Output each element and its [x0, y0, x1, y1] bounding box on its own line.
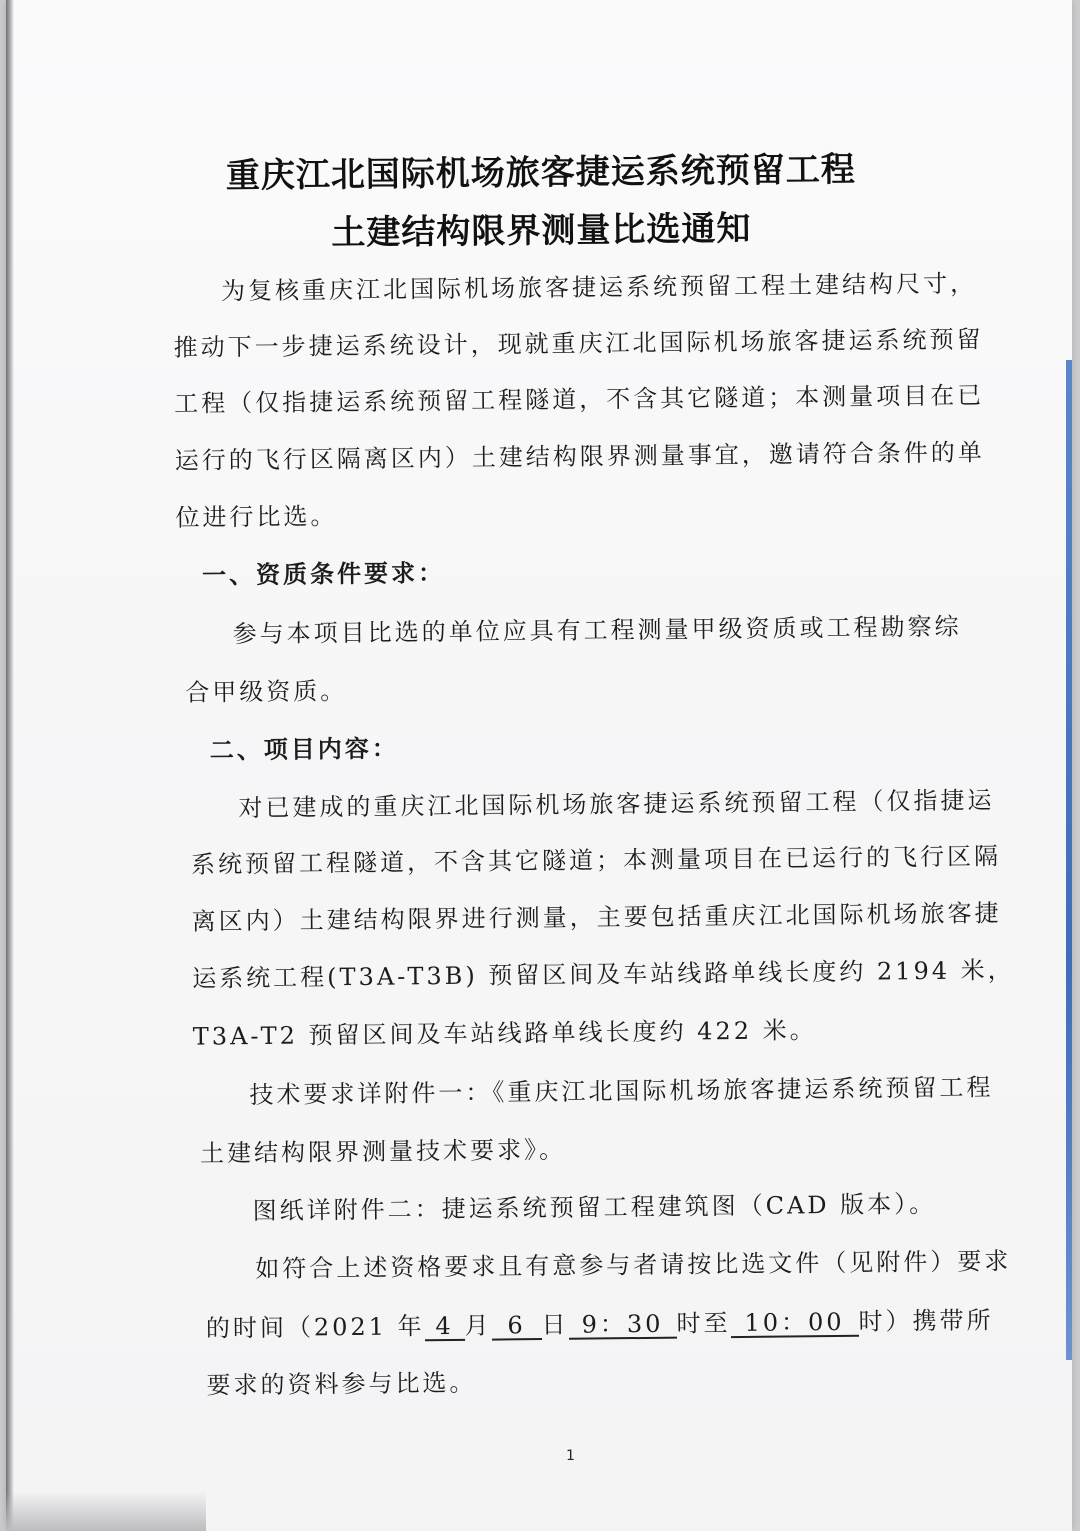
end-time-blank: 10：00: [730, 1309, 858, 1338]
participation-line-2: [206, 1300, 994, 1343]
day-unit: 日: [541, 1310, 569, 1340]
document-page: [6, 0, 1072, 1531]
section1-line-1: 参与本项目比选的单位应具有工程测量甲级资质或工程勘察综: [232, 612, 962, 649]
section2-line-3: 离区内）土建结构限界进行测量，主要包括重庆江北国际机场旅客捷: [191, 899, 1002, 936]
participation-line-1: 如符合上述资格要求且有意参与者请按比选文件（见附件）要求: [255, 1247, 1012, 1284]
section2-line-5: T3A-T2 预留区间及车站线路单线长度约 422 米。: [192, 1016, 817, 1051]
tech-line-2: 土建结构限界测量技术要求》。: [199, 1135, 567, 1168]
section1-heading: 一、资质条件要求：: [201, 558, 446, 590]
time-separator: 时至: [676, 1309, 731, 1338]
intro-line-2: 推动下一步捷运系统设计，现就重庆江北国际机场旅客捷运系统预留: [173, 325, 984, 362]
participation-date-prefix: 的时间（2021 年: [205, 1312, 425, 1343]
participation-date-suffix: 时）携带所: [858, 1306, 994, 1336]
day-blank: 6: [491, 1312, 541, 1341]
month-blank: 4: [424, 1313, 464, 1341]
drawing-line-1: 图纸详附件二：捷运系统预留工程建筑图（CAD 版本）。: [252, 1189, 937, 1226]
section2-line-4: 运系统工程(T3A-T3B) 预留区间及车站线路单线长度约 2194 米，: [192, 956, 1015, 993]
month-unit: 月: [464, 1311, 492, 1340]
document-title-line2: 土建结构限界测量比选通知: [331, 208, 752, 254]
intro-line-5: 位进行比选。: [175, 502, 338, 532]
participation-line-3: 要求的资料参与比选。: [206, 1368, 477, 1400]
intro-line-4: 运行的飞行区隔离区内）土建结构限界测量事宜，邀请符合条件的单: [174, 438, 985, 475]
page-number: 1: [566, 1448, 575, 1464]
intro-line-3: 工程（仅指捷运系统预留工程隧道，不含其它隧道；本测量项目在已: [174, 381, 985, 418]
tech-line-1: 技术要求详附件一：《重庆江北国际机场旅客捷运系统预留工程: [249, 1073, 994, 1110]
section1-line-2: 合甲级资质。: [185, 677, 348, 707]
section2-heading: 二、项目内容：: [209, 733, 399, 765]
document-content: [6, 0, 1072, 1531]
section2-line-2: 系统预留工程隧道，不含其它隧道；本测量项目在已运行的飞行区隔: [190, 842, 1002, 879]
start-time-blank: 9：30: [568, 1311, 676, 1340]
intro-line-1: 为复核重庆江北国际机场旅客捷运系统预留工程土建结构尺寸，: [220, 269, 978, 306]
document-title-line1: 重庆江北国际机场旅客捷运系统预留工程: [225, 149, 857, 197]
section2-line-1: 对已建成的重庆江北国际机场旅客捷运系统预留工程（仅指捷运: [238, 786, 995, 823]
